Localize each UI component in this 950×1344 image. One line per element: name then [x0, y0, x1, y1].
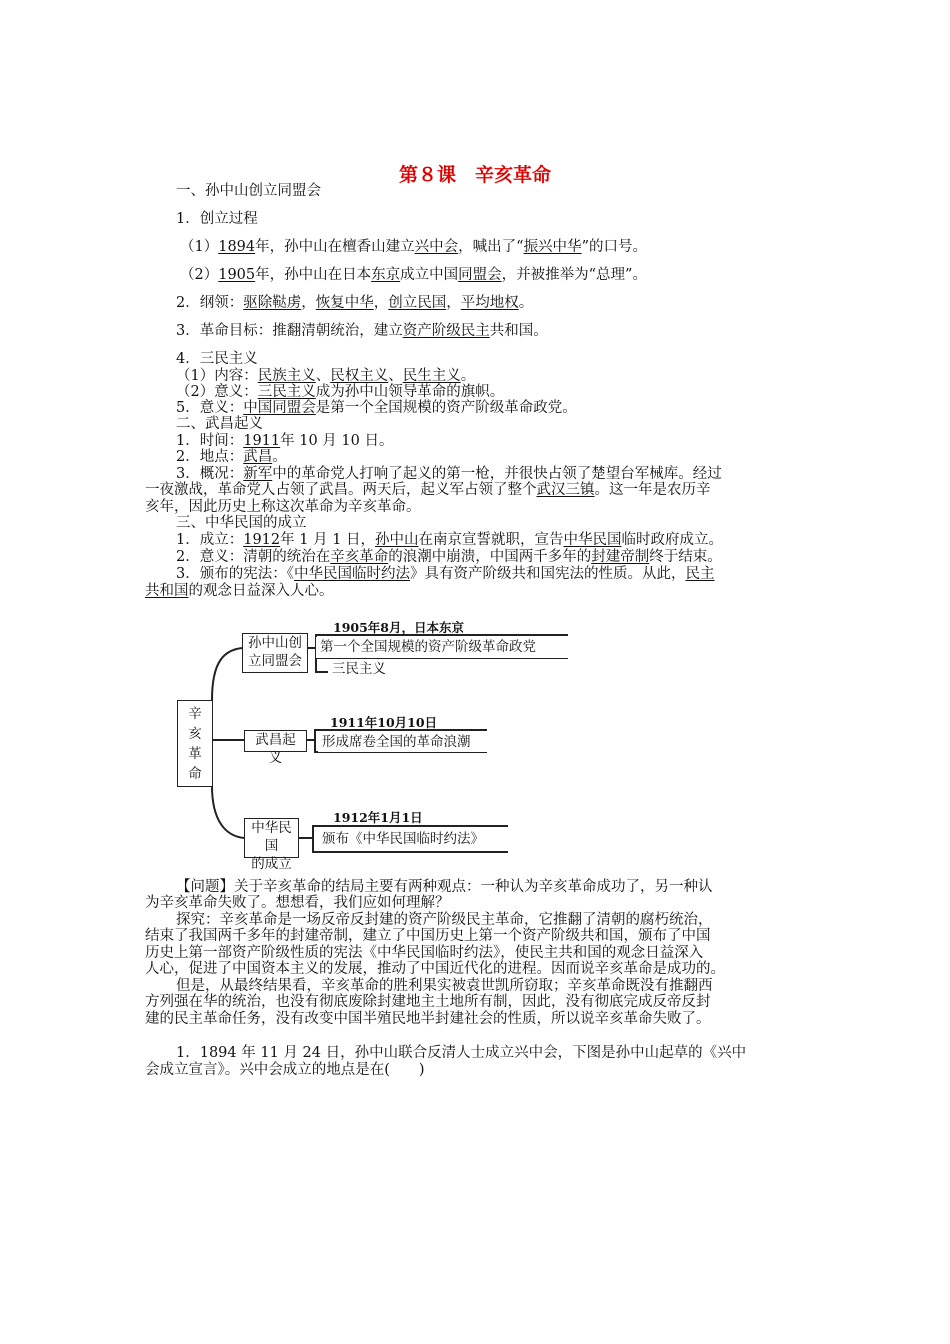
line-wuchang-place: 2．地点：武昌。 — [176, 449, 287, 465]
line-wuchang-overview-3: 亥年，因此历史上称这次革命为辛亥革命。 — [145, 499, 421, 515]
line-principles-meaning: （2）意义：三民主义成为孙中山领导革命的旗帜。 — [176, 384, 505, 400]
question-line-1: 【问题】关于辛亥革命的结局主要有两种观点：一种认为辛亥革命成功了，另一种认 — [176, 879, 713, 895]
exercise-line-1: 1．1894 年 11 月 24 日，孙中山联合反清人士成立兴中会，下图是孙中山起草的《兴中 — [176, 1045, 747, 1061]
branch-wuchang-item: 形成席卷全国的革命浪潮 — [318, 732, 490, 752]
line-principles-content: （1）内容：民族主义、民权主义、民生主义。 — [176, 368, 476, 384]
answer-line-3: 历史上第一部资产阶级性质的宪法《中华民国临时约法》，使民主共和国的观念日益深入 — [145, 945, 704, 961]
answer-line-1: 探究：辛亥革命是一场反帝反封建的资产阶级民主革命，它推翻了清朝的腐朽统治， — [176, 912, 713, 928]
answer-line-2: 结束了我国两千多年的封建帝制，建立了中国历史上第一个资产阶级共和国，颁布了中国 — [145, 928, 711, 944]
branch-tongmenghui-date: 1905年8月，日本东京 — [333, 620, 464, 635]
branch-roc-date: 1912年1月1日 — [333, 810, 423, 825]
section1-heading: 一、孙中山创立同盟会 — [176, 183, 321, 199]
exercise-line-2: 会成立宣言》。兴中会成立的地点是在( ) — [145, 1062, 425, 1078]
line-wuchang-overview-1: 3．概况：新军中的革命党人打响了起义的第一枪，并很快占领了楚望台军械库。经过 — [176, 466, 722, 482]
line-tongmenghui-meaning: 5．意义：中国同盟会是第一个全国规模的资产阶级革命政党。 — [176, 400, 577, 416]
line-roc-founding: 1．成立：1912年 1 月 1 日，孙中山在南京宣誓就职，宣告中华民国临时政府成立。 — [176, 532, 724, 548]
line-constitution-2: 共和国的观念日益深入人心。 — [145, 583, 334, 599]
branch-wuchang: 武昌起义 — [244, 730, 307, 752]
branch-tongmenghui-item-1: 第一个全国规模的资产阶级革命政党 — [316, 637, 568, 658]
line-wuchang-overview-2: 一夜激战，革命党人占领了武昌。两天后，起义军占领了整个武汉三镇。这一年是农历辛 — [145, 482, 711, 498]
answer-line-7: 建的民主革命任务，没有改变中国半殖民地半封建社会的性质，所以说辛亥革命失败了。 — [145, 1011, 711, 1027]
mind-map-root: 辛 亥 革 命 — [177, 700, 213, 787]
branch-tongmenghui: 孙中山创 立同盟会 — [242, 633, 308, 673]
branch-tongmenghui-item-2: 三民主义 — [328, 660, 398, 680]
line-xingzhonghui: （1）1894年，孙中山在檀香山建立兴中会，喊出了“振兴中华”的口号。 — [180, 239, 647, 255]
section2-heading: 二、武昌起义 — [176, 416, 263, 432]
answer-line-4: 人心，促进了中国资本主义的发展，推动了中国近代化的进程。因而说辛亥革命是成功的。 — [145, 961, 725, 977]
line-tongmenghui: （2）1905年，孙中山在日本东京成立中国同盟会，并被推举为“总理”。 — [180, 267, 647, 283]
line-wuchang-time: 1．时间：1911年 10 月 10 日。 — [176, 433, 394, 449]
line-goal: 3．革命目标：推翻清朝统治，建立资产阶级民主共和国。 — [176, 323, 548, 339]
question-line-2: 为辛亥革命失败了。想想看，我们应如何理解？ — [145, 895, 450, 911]
page-title: 第８课 辛亥革命 — [398, 164, 551, 186]
line-program: 2．纲领：驱除鞑虏，恢复中华，创立民国，平均地权。 — [176, 295, 534, 311]
branch-roc-item: 颁布《中华民国临时约法》 — [318, 829, 508, 851]
line-three-principles: 4．三民主义 — [176, 351, 258, 367]
process-heading: 1．创立过程 — [176, 211, 258, 227]
branch-roc: 中华民国 的成立 — [244, 818, 299, 858]
line-roc-meaning: 2．意义：清朝的统治在辛亥革命的浪潮中崩溃，中国两千多年的封建帝制终于结束。 — [176, 549, 722, 565]
section3-heading: 三、中华民国的成立 — [176, 515, 307, 531]
answer-line-5: 但是，从最终结果看，辛亥革命的胜利果实被袁世凯所窃取；辛亥革命既没有推翻西 — [176, 978, 713, 994]
line-constitution-1: 3．颁布的宪法：《中华民国临时约法》具有资产阶级共和国宪法的性质。从此，民主 — [176, 566, 715, 582]
answer-line-6: 方列强在华的统治，也没有彻底废除封建地主土地所有制，因此，没有彻底完成反帝反封 — [145, 994, 711, 1010]
branch-wuchang-date: 1911年10月10日 — [330, 715, 438, 730]
